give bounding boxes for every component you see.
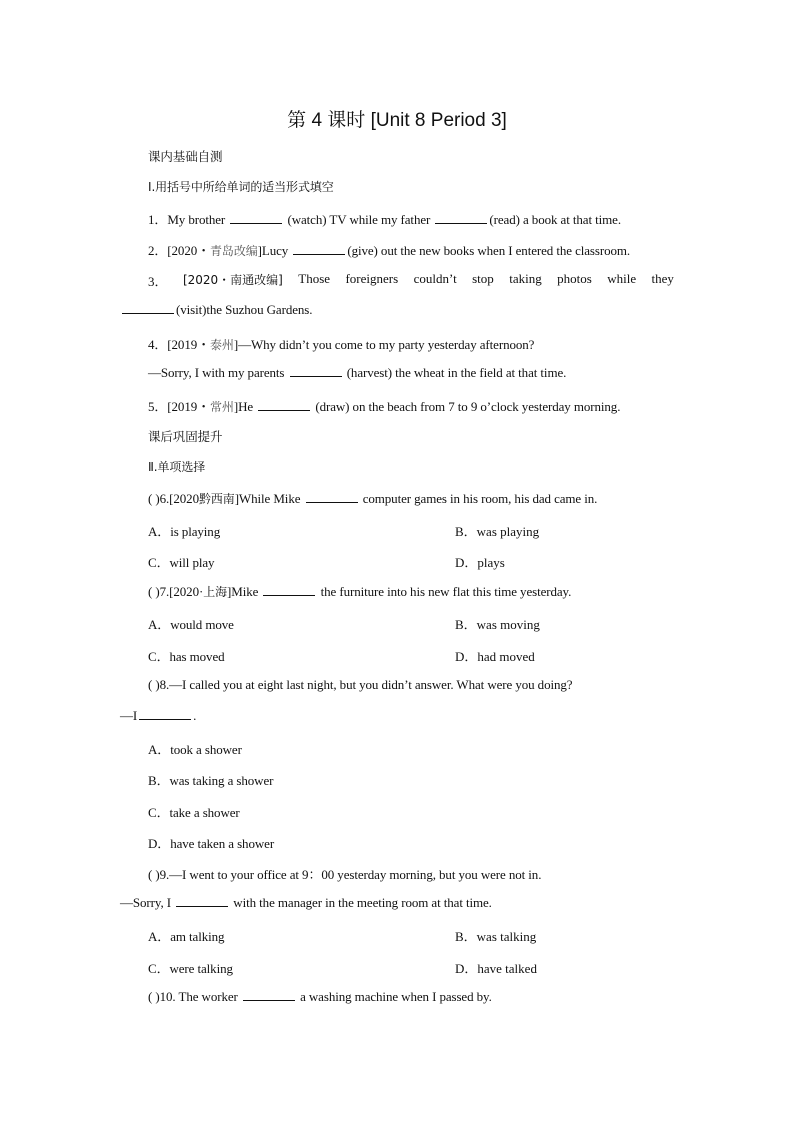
question-8-reply: —I . (120, 708, 197, 723)
answer-blank[interactable] (139, 709, 191, 720)
section-basic: 课内基础自测 (148, 149, 223, 164)
answer-blank[interactable] (230, 213, 282, 224)
question-8: ( )8.—I called you at eight last night, but you didn’t answer. What were you doing? (148, 677, 573, 692)
option-c[interactable]: C．were talking (148, 961, 233, 976)
option-a[interactable]: A．is playing (148, 524, 221, 539)
answer-blank[interactable] (122, 303, 174, 314)
answer-blank[interactable] (258, 400, 310, 411)
answer-blank[interactable] (243, 990, 295, 1001)
answer-blank[interactable] (263, 585, 315, 596)
option-b[interactable]: B．was playing (455, 524, 540, 539)
option-b[interactable]: B．was taking a shower (148, 773, 274, 788)
section-after: 课后巩固提升 (148, 429, 223, 444)
question-1: 1．My brother (watch) TV while my father (read) a book at that time. (148, 212, 621, 227)
option-c[interactable]: C．has moved (148, 649, 225, 664)
question-5: 5．[2019・常州]He (draw) on the beach from 7 to 9 o’clock yesterday morning. (148, 399, 621, 414)
question-3-line-2: (visit)the Suzhou Gardens. (120, 302, 312, 318)
question-2: 2．[2020・青岛改编]Lucy (give) out the new books when I entered the classroom. (148, 243, 631, 258)
answer-blank[interactable] (435, 213, 487, 224)
question-source: 青岛改编 (210, 244, 258, 258)
option-d[interactable]: D．have taken a shower (148, 836, 275, 851)
option-d[interactable]: D．had moved (455, 649, 535, 664)
option-b[interactable]: B．was moving (455, 617, 540, 632)
question-source: 常州 (210, 400, 234, 414)
option-b[interactable]: B．was talking (455, 929, 537, 944)
answer-blank[interactable] (176, 896, 228, 907)
question-4-reply: —Sorry, I with my parents (harvest) the wheat in the field at that time. (148, 365, 567, 380)
option-c[interactable]: C．take a shower (148, 805, 240, 820)
part2-heading: Ⅱ.单项选择 (148, 460, 206, 474)
page-title: 第 4 课时 [Unit 8 Period 3] (287, 110, 507, 131)
question-10: ( )10. The worker a washing machine when I passed by. (148, 989, 492, 1004)
option-c[interactable]: C．will play (148, 555, 215, 570)
option-d[interactable]: D．plays (455, 555, 505, 570)
part1-heading: Ⅰ.用括号中所给单词的适当形式填空 (148, 180, 334, 194)
question-6: ( )6.[2020黔西南]While Mike computer games in his room, his dad came in. (148, 491, 598, 506)
option-a[interactable]: A．am talking (148, 929, 225, 944)
question-4: 4．[2019・泰州]—Why didn’t you come to my party yesterday afternoon? (148, 337, 535, 352)
question-9: ( )9.—I went to your office at 9：00 yesterday morning, but you were not in. (148, 867, 542, 882)
question-3: 3． [2020・南通改编] Those foreigners couldn’t stop taking photos while they (148, 271, 674, 289)
answer-blank[interactable] (290, 366, 342, 377)
answer-blank[interactable] (293, 244, 345, 255)
question-7: ( )7.[2020·上海]Mike the furniture into his new flat this time yesterday. (148, 584, 572, 599)
answer-blank[interactable] (306, 492, 358, 503)
option-a[interactable]: A．would move (148, 617, 234, 632)
option-a[interactable]: A．took a shower (148, 742, 242, 757)
question-9-reply: —Sorry, I with the manager in the meeting room at that time. (120, 895, 492, 910)
option-d[interactable]: D．have talked (455, 961, 537, 976)
question-source: 泰州 (210, 338, 234, 352)
